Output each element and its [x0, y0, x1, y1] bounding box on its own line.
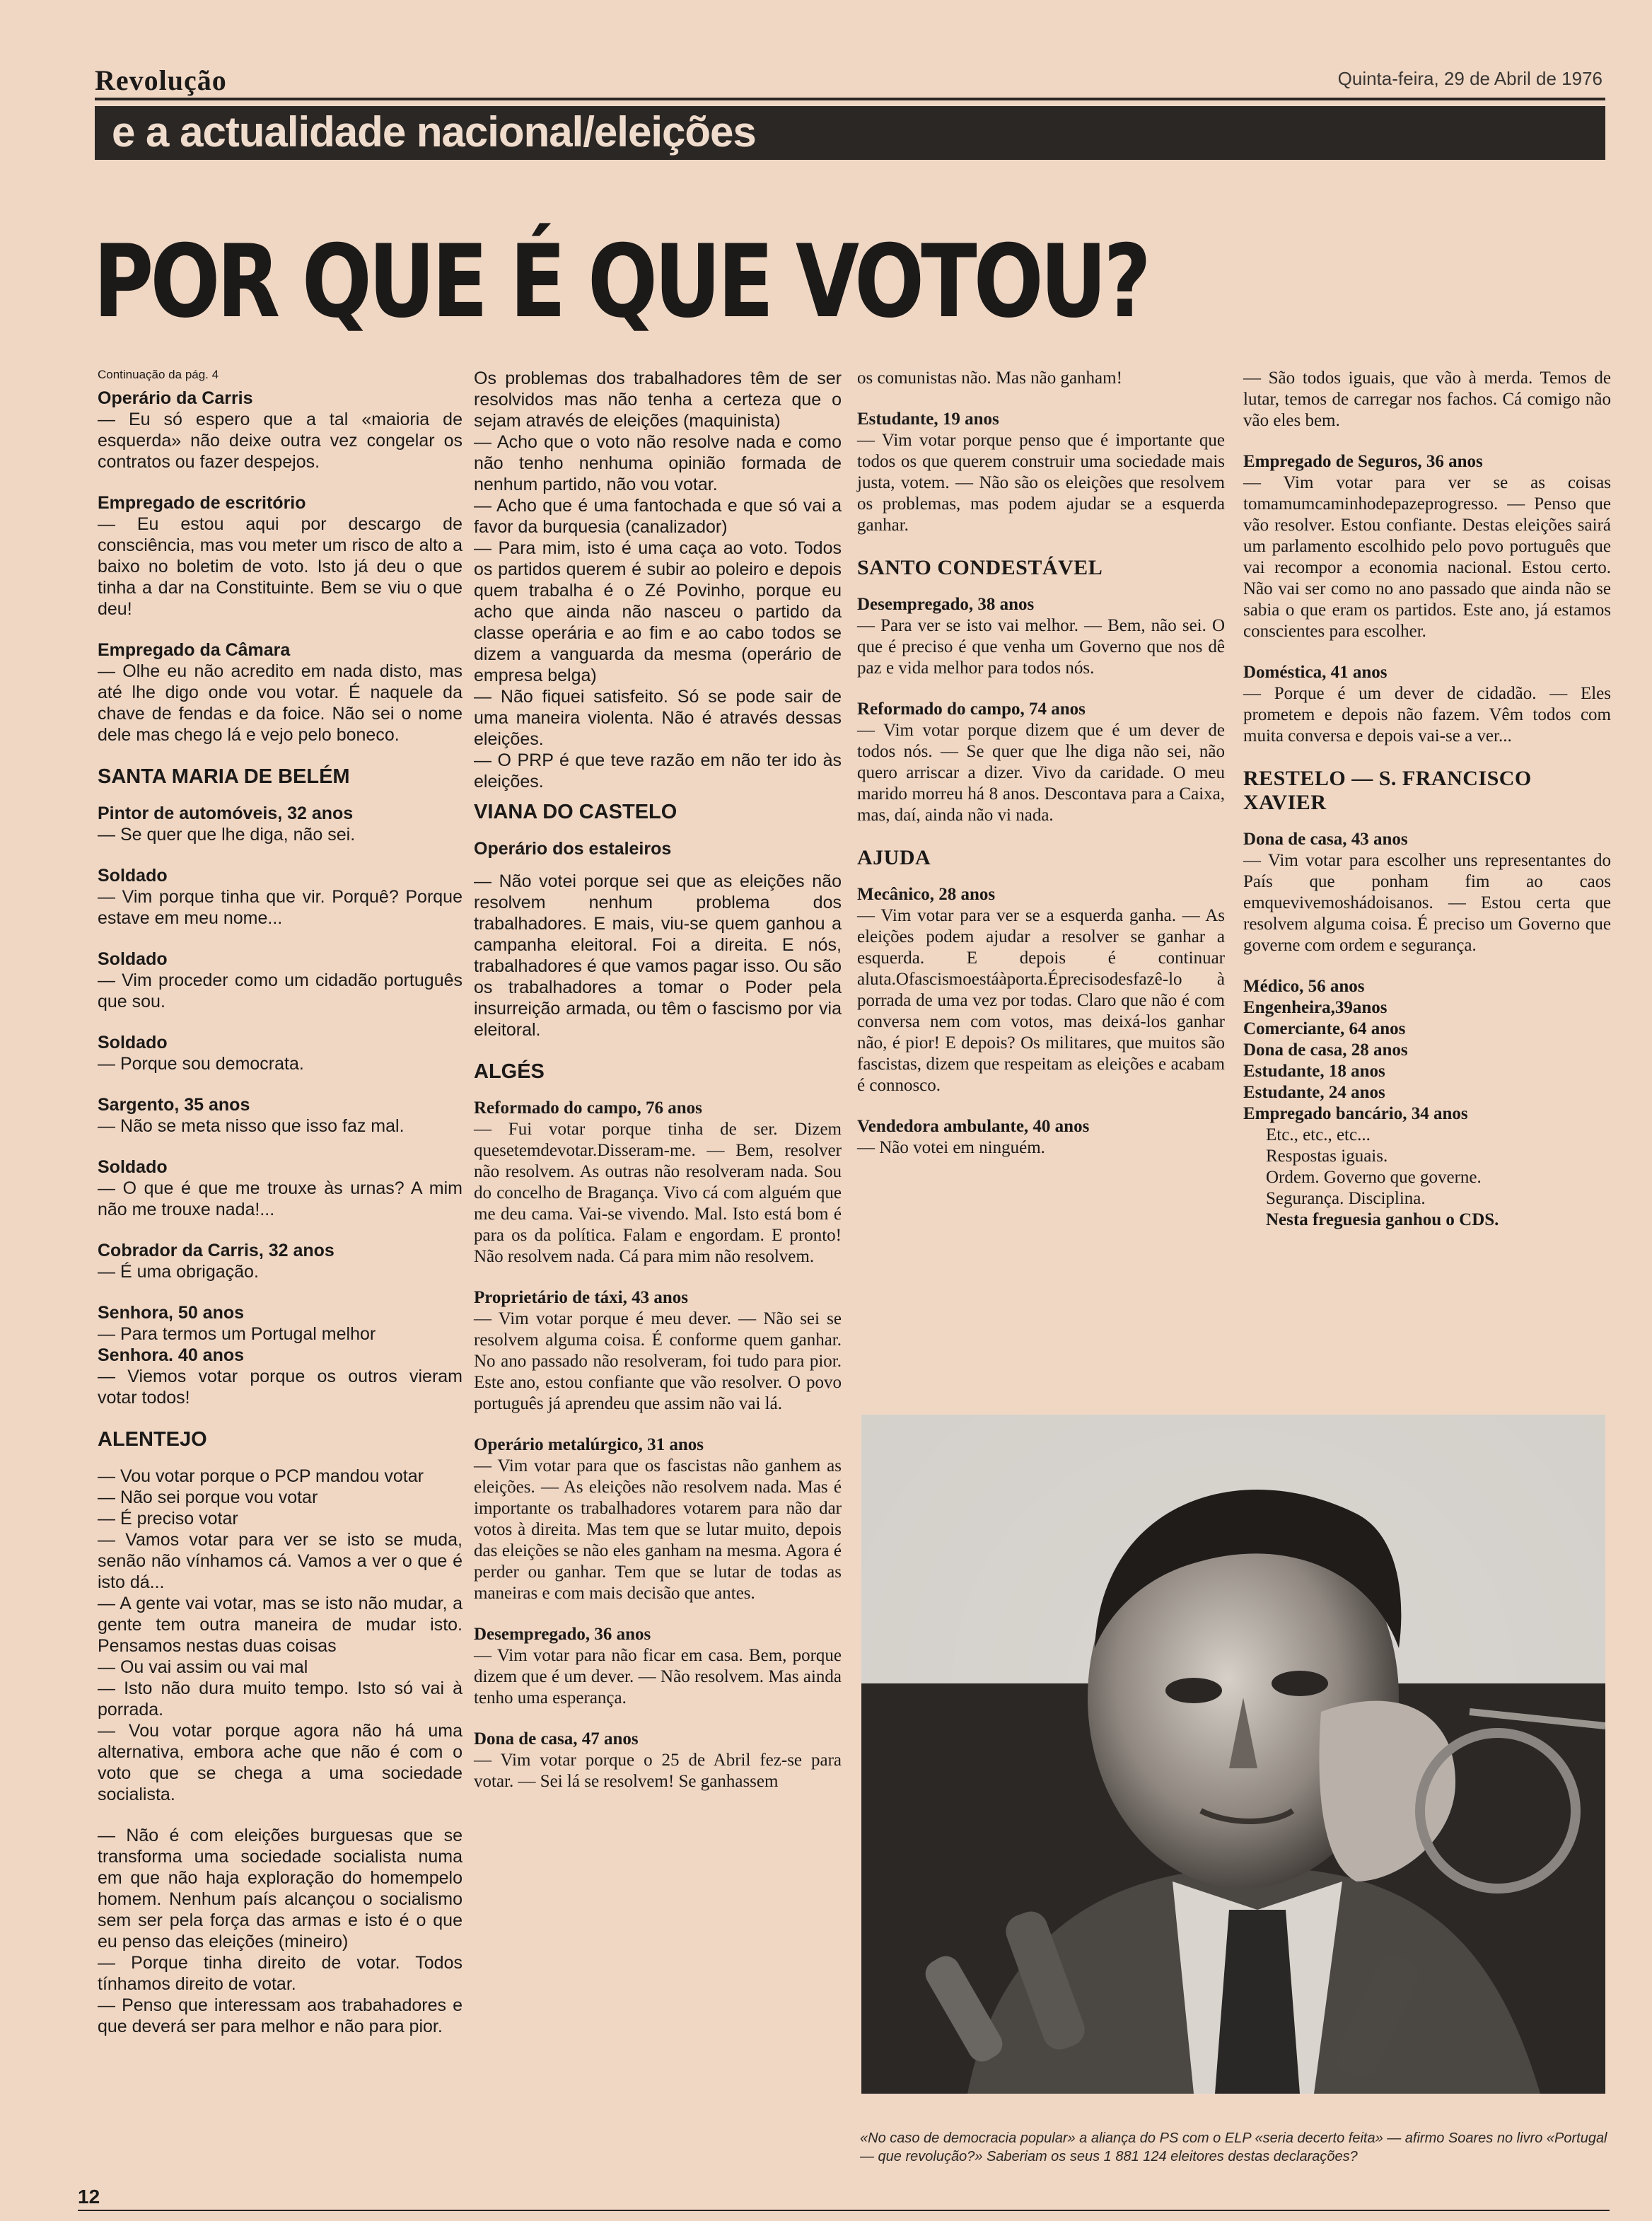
quote: — Vou votar porque agora não há uma alternativa, embora ache que não é com o voto que se chega a uma sociedade socialista.: [98, 1721, 463, 1804]
speaker: Sargento, 35 anos: [98, 1095, 250, 1115]
quote: — Vou votar porque o PCP mandou votar: [98, 1466, 424, 1486]
speaker: Doméstica, 41 anos: [1243, 663, 1388, 682]
section-heading: RESTELO — S. FRANCISCO XAVIER: [1243, 767, 1532, 814]
column-1: [98, 368, 463, 2037]
section-heading: ALENTEJO: [98, 1428, 207, 1451]
list-item: Estudante, 24 anos: [1243, 1083, 1385, 1102]
list-item: Segurança. Disciplina.: [1266, 1189, 1426, 1208]
quote: — Acho que o voto não resolve nada e como não tenho nenhuma opinião formada de nenhum partido, não vou votar.: [474, 432, 842, 494]
quote: — Para mim, isto é uma caça ao voto. Todos os partidos querem é subir ao poleiro e depois quem trabalha é o Zé Povinho, porque eu acho que ainda não nasceu o partido da classe operária e ao fim e ao cabo todos se dizem a vanguarda da mesma (operário de empresa belga): [474, 538, 842, 685]
list-item: Comerciante, 64 anos: [1243, 1019, 1406, 1038]
quote: — Não votei porque sei que as eleições não resolvem nenhum problema dos trabalhadores. E mais, viu-se quem ganhou a campanha eleitoral. Foi a direita. E nós, trabalhadores é que vamos pagar isso. Ou são os trabalhadores a tomar o Poder pela insurreição armada, ou têm o fascismo por via eleitoral.: [474, 871, 842, 1040]
quote: — Para termos um Portugal melhor: [98, 1324, 376, 1344]
quote: — Não se meta nisso que isso faz mal.: [98, 1116, 405, 1136]
speaker: Senhora, 50 anos: [98, 1303, 245, 1323]
list-item: Engenheira,39anos: [1243, 998, 1388, 1017]
speaker: Soldado: [98, 866, 168, 886]
speaker: Operário metalúrgico, 31 anos: [474, 1435, 704, 1454]
column-2: [474, 368, 842, 1812]
quote: — Eu só espero que a tal «maioria de esquerda» não deixe outra vez congelar os contratos ou fazer despejos.: [98, 410, 463, 472]
speaker: Estudante, 19 anos: [857, 410, 999, 429]
list-item: Ordem. Governo que governe.: [1266, 1168, 1482, 1187]
quote: — Vim votar para que os fascistas não ganhem as eleições. — As eleições não resolvem nada. Mas é importante os trabalhadores votarem para não dar votos à direita. Mas tem que se lutar muito, depois das eleições se não eles ganham na mesma. Agora é perder ou ganhar. Tem que se lutar de todas as maneiras e com mais decisão que antes.: [474, 1456, 842, 1603]
quote: — Viemos votar porque os outros vieram votar todos!: [98, 1367, 463, 1408]
entry: [98, 388, 463, 472]
quote: — Não sei porque vou votar: [98, 1488, 318, 1507]
issue-date: Quinta-feira, 29 de Abril de 1976: [1337, 68, 1602, 89]
quote: — É preciso votar: [98, 1509, 238, 1529]
speaker: Pintor de automóveis, 32 anos: [98, 804, 354, 823]
portrait-illustration: [861, 1415, 1605, 2094]
list-item: Estudante, 18 anos: [1243, 1062, 1385, 1081]
quote: os comunistas não. Mas não ganham!: [857, 369, 1122, 388]
section-heading: AJUDA: [857, 846, 931, 869]
quote: — Vim votar para escolher uns representantes do País que ponham fim ao caos emquevivemoshádoisanos. — Estou certa que resolvem alguma coisa. É preciso um Governo que governe com ordem e segurança.: [1243, 851, 1611, 955]
quote: — O PRP é que teve razão em não ter ido às eleições.: [474, 750, 842, 791]
speaker: Cobrador da Carris, 32 anos: [98, 1241, 335, 1260]
entry: [98, 639, 463, 746]
bottom-rule: [78, 2210, 1610, 2211]
column-4: [1243, 368, 1611, 1231]
quote: — São todos iguais, que vão à merda. Temos de lutar, temos de carregar nos fachos. Cá comigo não vão eles bem.: [1243, 369, 1611, 430]
section-banner-text: e a actualidade nacional/eleições: [112, 108, 756, 156]
continuation-note: Continuação da pág. 4: [98, 368, 219, 381]
quote: — Vim votar para ver se as coisas tomamumcaminhodepazeprogresso. — Penso que vão resolver. Estou confiante. Destas eleições sairá um parlamento escolhido pelo povo português que vai recompor a economia nacional. Estou certo. Não vai ser como no ano passado que ainda não se sabia o que eram os partidos. Este ano, já estamos conscientes para escolher.: [1243, 473, 1611, 641]
quote: — Penso que interessam aos trabahadores e que deverá ser para melhor e não para pior.: [98, 1995, 463, 2036]
speaker: Operário da Carris: [98, 388, 253, 408]
portrait-photo: [861, 1415, 1605, 2094]
speaker: Soldado: [98, 949, 168, 969]
quote: — Porque sou democrata.: [98, 1054, 304, 1074]
photo-caption: «No caso de democracia popular» a aliança do PS com o ELP «seria decerto feita» — afirmo Soares no livro «Portugal — que revolução?» Saberiam os seus 1 881 124 eleitores destas declarações?: [860, 2130, 1607, 2164]
quote: — Não é com eleições burguesas que se transforma uma sociedade socialista numa em que não haja exploração do homempelo homem. Nenhum país alcançou o socialismo sem ser pela força das armas e isto é o que eu penso das eleições (mineiro): [98, 1826, 463, 1952]
quote: — Não votei em ninguém.: [857, 1138, 1045, 1157]
quote: — Vim votar porque dizem que é um dever de todos nós. — Se quer que lhe diga não sei, não quero arriscar a dizer. Vivo da caridade. O meu marido morreu há 8 anos. Descontava para a Caixa, mas, daí, ainda não vi nada.: [857, 721, 1225, 825]
speaker: Soldado: [98, 1033, 168, 1052]
respondent-list: [1243, 976, 1611, 1231]
conclusion: Nesta freguesia ganhou o CDS.: [1266, 1210, 1499, 1229]
list-item: Dona de casa, 28 anos: [1243, 1040, 1408, 1060]
section-banner: [95, 106, 1605, 160]
headline: POR QUE É QUE VOTOU?: [93, 224, 1148, 340]
section-heading: SANTO CONDESTÁVEL: [857, 556, 1103, 579]
speaker: Desempregado, 36 anos: [474, 1625, 651, 1644]
quote: — Porque é um dever de cidadão. — Eles prometem e depois não fazem. Vêm todos com muita conversa e depois vai-se a ver...: [1243, 684, 1611, 746]
quote: — É uma obrigação.: [98, 1262, 259, 1282]
speaker: Senhora. 40 anos: [98, 1345, 245, 1365]
column-3: [857, 368, 1225, 1178]
speaker: Dona de casa, 43 anos: [1243, 830, 1408, 849]
list-item: Respostas iguais.: [1266, 1147, 1388, 1166]
entry: [98, 492, 463, 620]
quote: — O que é que me trouxe às urnas? A mim não me trouxe nada!...: [98, 1178, 463, 1219]
quote: — Vim votar para não ficar em casa. Bem, porque dizem que é um dever. — Não resolvem. Mas ainda tenho uma esperança.: [474, 1646, 842, 1707]
speaker: Reformado do campo, 74 anos: [857, 700, 1086, 719]
section-heading: ALGÉS: [474, 1060, 545, 1083]
masthead: Revolução: [95, 64, 227, 96]
speaker: Desempregado, 38 anos: [857, 595, 1035, 614]
quote: — Ou vai assim ou vai mal: [98, 1657, 308, 1677]
quote: — Para ver se isto vai melhor. — Bem, não sei. O que é preciso é que venha um Governo que nos dê paz e vida melhor para todos nós.: [857, 616, 1225, 678]
quote: — Acho que é uma fantochada e que só vai a favor da burquesia (canalizador): [474, 496, 842, 537]
speaker: Vendedora ambulante, 40 anos: [857, 1117, 1090, 1136]
speaker: Reformado do campo, 76 anos: [474, 1098, 702, 1118]
speaker: Proprietário de táxi, 43 anos: [474, 1288, 688, 1307]
quote: — Porque tinha direito de votar. Todos tínhamos direito de votar.: [98, 1953, 463, 1994]
quote: — Vim porque tinha que vir. Porquê? Porque estave em meu nome...: [98, 887, 463, 928]
speaker: Mecânico, 28 anos: [857, 885, 996, 904]
top-rule: [95, 98, 1605, 100]
quote: — Vim proceder como um cidadão português que sou.: [98, 970, 463, 1011]
quote: — Vamos votar para ver se isto se muda, senão não vínhamos cá. Vamos a ver o que é isto dá...: [98, 1530, 463, 1592]
speaker: Empregado de Seguros, 36 anos: [1243, 452, 1483, 471]
quote: — Vim votar porque é meu dever. — Não sei se resolvem alguma coisa. É conforme quem ganhar. No ano passado não resolveram, foi tudo para pior. Este ano, estou confiante que vão resolver. O povo português já aprendeu que assim não vai lá.: [474, 1309, 842, 1413]
list-item: Empregado bancário, 34 anos: [1243, 1104, 1468, 1123]
quote: Os problemas dos trabalhadores têm de ser resolvidos mas não tenha a certeza que o sejam através de eleições (maquinista): [474, 369, 842, 431]
quote: — Olhe eu não acredito em nada disto, mas até lhe digo onde vou votar. É naquele da chave de fendas e da foice. Não sei o nome dele mas chego lá e vejo pelo boneco.: [98, 661, 463, 745]
speaker: Operário dos estaleiros: [474, 839, 672, 859]
quote: — A gente vai votar, mas se isto não mudar, a gente tem outra maneira de mudar isto. Pensamos nestas duas coisas: [98, 1594, 463, 1656]
quote: — Não fiquei satisfeito. Só se pode sair de uma maneira violenta. Não é através dessas eleições.: [474, 687, 842, 749]
speaker: Empregado da Câmara: [98, 640, 291, 660]
list-item: Médico, 56 anos: [1243, 977, 1365, 996]
quote: — Eu estou aqui por descargo de consciência, mas vou meter um risco de alto a baixo no boletim de voto. Isto já deu o que tinha a dar na Constituinte. Bem se viu o que deu!: [98, 514, 463, 619]
section-heading: SANTA MARIA DE BELÉM: [98, 765, 350, 788]
list-item: Etc., etc., etc...: [1266, 1125, 1371, 1144]
speaker: Soldado: [98, 1157, 168, 1177]
quote: — Vim votar para ver se a esquerda ganha. — As eleições podem ajudar a resolver se ganhar a esquerda. E depois é continuar aluta.Ofascismoestáàporta.Éprecisodesfazê-lo à porrada de uma vez por todas. Claro que não é com conversa nem com votos, mas deixá-los ganhar não, é pior! E depois? Os militares, que muitos são fascistas, dizem que respeitam as eleições e acabam é connosco.: [857, 906, 1225, 1095]
page-number: 12: [78, 2186, 100, 2208]
quote: — Vim votar porque penso que é importante que todos os que querem construir uma sociedade mais justa, votem. — Não são os eleições que resolvem os problemas, mas podem ajudar se a esquerda ganhar.: [857, 431, 1225, 535]
quote: — Fui votar porque tinha de ser. Dizem quesetemdevotar.Disseram-me. — Bem, resolver não resolvem. As outras não resolveram nada. Sou do concelho de Bragança. Vivo cá com alguém que me deu cama. Vai-se vivendo. Mal. Isto está bom é para os da política. Falam e engordam. E pronto! Não resolvem nada. Cá para mim não resolvem.: [474, 1120, 842, 1266]
quote: — Vim votar porque o 25 de Abril fez-se para votar. — Sei lá se resolvem! Se ganhassem: [474, 1751, 842, 1791]
quote: — Se quer que lhe diga, não sei.: [98, 825, 356, 845]
section-heading: VIANA DO CASTELO: [474, 801, 677, 823]
quote: — Isto não dura muito tempo. Isto só vai à porrada.: [98, 1678, 463, 1720]
speaker: Empregado de escritório: [98, 493, 306, 513]
speaker: Dona de casa, 47 anos: [474, 1729, 639, 1749]
